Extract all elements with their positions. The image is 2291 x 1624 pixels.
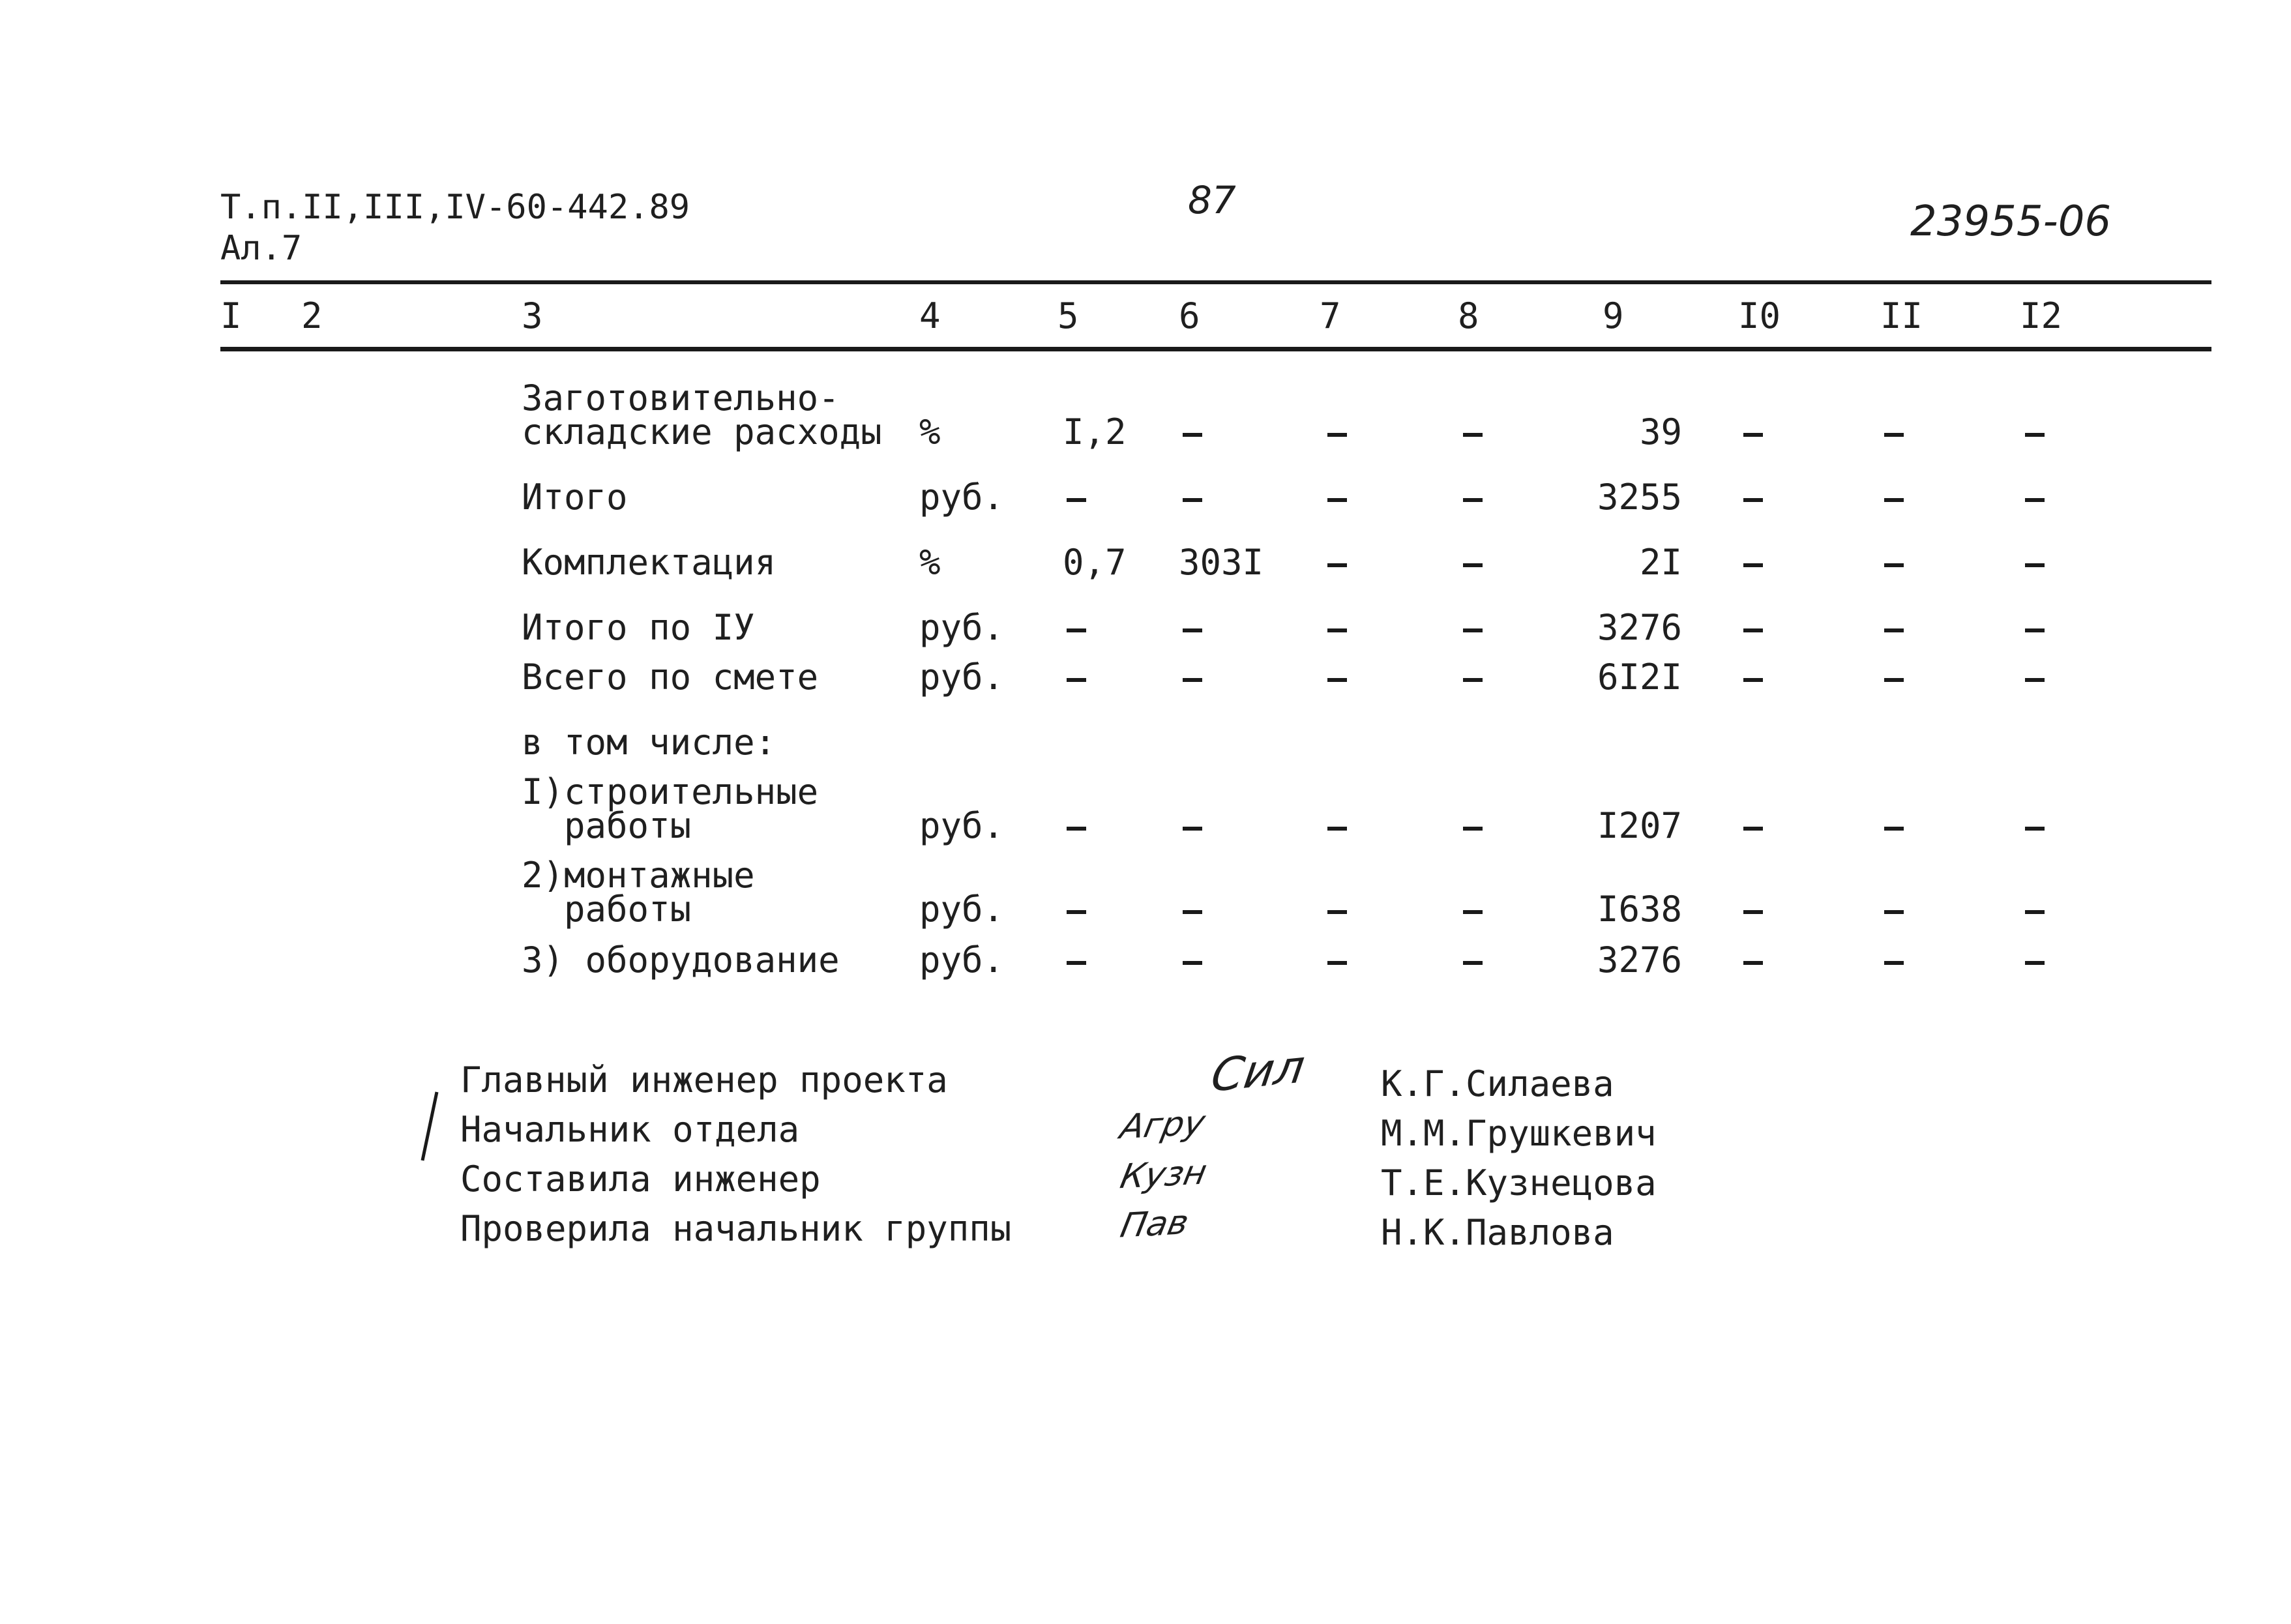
empty-dash [1327, 628, 1347, 632]
empty-dash [1884, 563, 1904, 567]
cell-value-c9: 3276 [1597, 607, 1683, 648]
empty-dash [1884, 628, 1904, 632]
empty-dash [1884, 678, 1904, 682]
handwritten-signature: Сил [1207, 1039, 1308, 1103]
col-header-6: 6 [1179, 295, 1200, 336]
empty-dash [1884, 433, 1904, 437]
col-header-2: 2 [301, 295, 323, 336]
cell-value-c9: 2I [1640, 542, 1683, 583]
col-header-10: I0 [1738, 295, 1781, 336]
row-name-line: Итого [522, 477, 628, 518]
cell-value-c9: I207 [1597, 805, 1683, 846]
empty-dash [1884, 910, 1904, 914]
signature-role: Составила инженер [460, 1159, 821, 1200]
empty-dash [1067, 678, 1086, 682]
header-bottom-rule [220, 347, 2211, 351]
empty-dash [1067, 827, 1086, 831]
cell-value-c5: 0,7 [1063, 542, 1127, 583]
col-header-1: I [220, 295, 242, 336]
empty-dash [1183, 910, 1202, 914]
col-header-11: II [1880, 295, 1923, 336]
empty-dash [1183, 498, 1202, 502]
empty-dash [1067, 628, 1086, 632]
empty-dash [1743, 910, 1763, 914]
empty-dash [1327, 827, 1347, 831]
row-unit: руб. [919, 939, 1005, 981]
empty-dash [1743, 678, 1763, 682]
cell-value-c5: I,2 [1063, 411, 1127, 452]
empty-dash [1743, 628, 1763, 632]
cell-value-c9: 3276 [1597, 939, 1683, 981]
empty-dash [1327, 678, 1347, 682]
empty-dash [1327, 563, 1347, 567]
row-unit: руб. [919, 477, 1005, 518]
empty-dash [1327, 433, 1347, 437]
empty-dash [1884, 498, 1904, 502]
row-name-line: в том числе: [522, 722, 776, 763]
row-unit: руб. [919, 657, 1005, 698]
empty-dash [1463, 910, 1483, 914]
row-name-line: Итого по IУ [522, 607, 755, 648]
handwritten-signature: Агру [1117, 1103, 1209, 1147]
col-header-4: 4 [919, 295, 941, 336]
col-header-5: 5 [1057, 295, 1079, 336]
empty-dash [1463, 961, 1483, 965]
cell-value-c6: 303I [1179, 542, 1264, 583]
empty-dash [2025, 563, 2045, 567]
row-name-line: Всего по смете [522, 657, 819, 698]
row-name-line: 2)монтажные [522, 855, 755, 896]
empty-dash [1463, 498, 1483, 502]
empty-dash [2025, 678, 2045, 682]
empty-dash [1327, 910, 1347, 914]
cell-value-c9: I638 [1597, 889, 1683, 930]
empty-dash [1463, 827, 1483, 831]
row-unit: руб. [919, 607, 1005, 648]
signature-name: К.Г.Силаева [1381, 1063, 1614, 1104]
empty-dash [1743, 563, 1763, 567]
empty-dash [1067, 498, 1086, 502]
signature-name: М.М.Грушкевич [1381, 1113, 1657, 1154]
margin-stroke [417, 1089, 443, 1167]
empty-dash [1884, 961, 1904, 965]
empty-dash [2025, 628, 2045, 632]
row-name-line: I)строительные [522, 771, 819, 812]
col-header-12: I2 [2020, 295, 2063, 336]
row-name-line: 3) оборудование [522, 939, 840, 981]
empty-dash [1463, 628, 1483, 632]
col-header-8: 8 [1458, 295, 1479, 336]
empty-dash [1743, 961, 1763, 965]
row-unit: руб. [919, 805, 1005, 846]
table-top-rule [220, 280, 2211, 284]
row-unit: % [919, 411, 941, 452]
page-number: 87 [1188, 178, 1236, 222]
empty-dash [1463, 433, 1483, 437]
cell-value-c9: 6I2I [1597, 657, 1683, 698]
empty-dash [1327, 961, 1347, 965]
signature-role: Главный инженер проекта [460, 1059, 948, 1100]
signature-role: Проверила начальник группы [460, 1208, 1012, 1249]
row-name-line: Комплектация [522, 542, 776, 583]
row-name-line: Заготовительно- [522, 377, 840, 419]
empty-dash [1183, 628, 1202, 632]
empty-dash [1743, 433, 1763, 437]
empty-dash [2025, 961, 2045, 965]
empty-dash [2025, 910, 2045, 914]
signature-name: Т.Е.Кузнецова [1381, 1162, 1657, 1203]
empty-dash [1463, 678, 1483, 682]
row-name-line: работы [522, 805, 692, 846]
empty-dash [2025, 827, 2045, 831]
album-label: Ал.7 [220, 229, 303, 268]
signature-role: Начальник отдела [460, 1109, 800, 1150]
empty-dash [2025, 498, 2045, 502]
col-header-9: 9 [1603, 295, 1624, 336]
col-header-7: 7 [1320, 295, 1341, 336]
empty-dash [1183, 678, 1202, 682]
row-unit: % [919, 542, 941, 583]
handwritten-signature: Пав [1117, 1203, 1192, 1246]
row-name-line: работы [522, 889, 692, 930]
archive-number: 23955-06 [1910, 198, 2112, 246]
empty-dash [1327, 498, 1347, 502]
cell-value-c9: 3255 [1597, 477, 1683, 518]
empty-dash [1067, 910, 1086, 914]
empty-dash [1743, 827, 1763, 831]
col-header-3: 3 [522, 295, 543, 336]
cell-value-c9: 39 [1640, 411, 1683, 452]
row-name-line: складские расходы [522, 411, 882, 452]
row-unit: руб. [919, 889, 1005, 930]
empty-dash [2025, 433, 2045, 437]
handwritten-signature: Кузн [1117, 1153, 1210, 1197]
signature-name: Н.К.Павлова [1381, 1212, 1614, 1253]
empty-dash [1183, 827, 1202, 831]
empty-dash [1743, 498, 1763, 502]
empty-dash [1183, 433, 1202, 437]
empty-dash [1884, 827, 1904, 831]
empty-dash [1183, 961, 1202, 965]
document-reference: Т.п.II,III,IV-60-442.89 [220, 188, 690, 227]
empty-dash [1067, 961, 1086, 965]
empty-dash [1463, 563, 1483, 567]
